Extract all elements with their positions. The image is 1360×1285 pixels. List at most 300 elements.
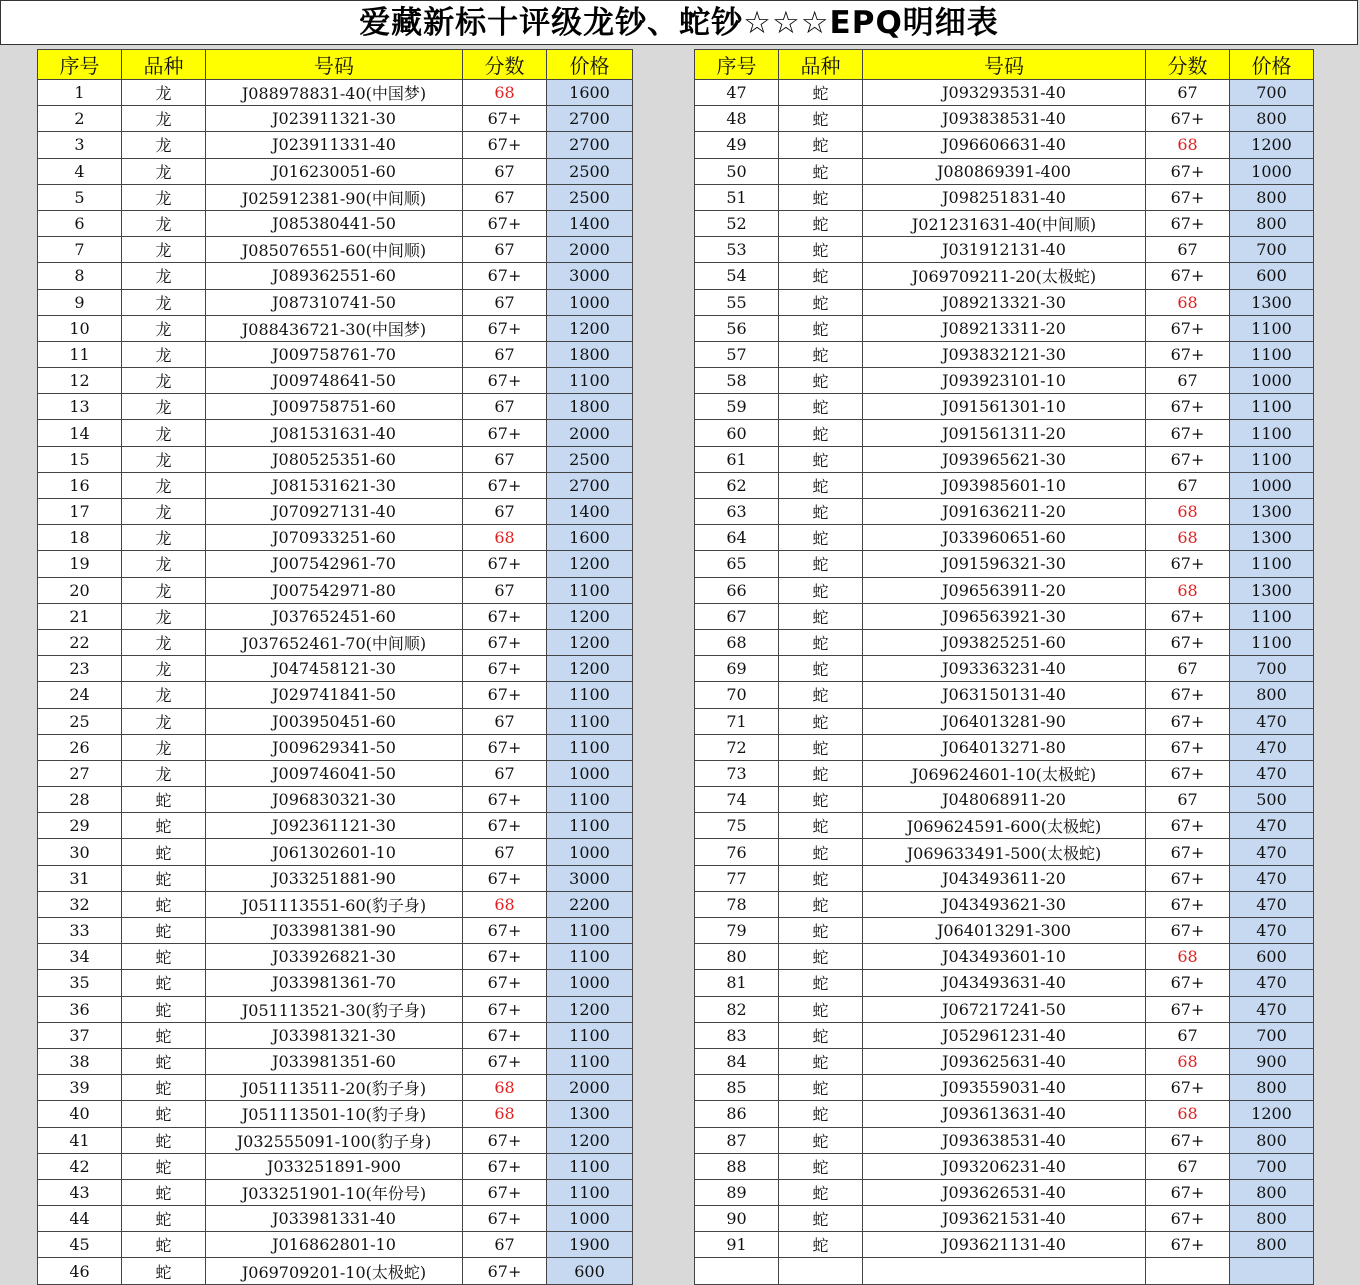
- seq-cell: 71: [695, 708, 779, 734]
- serial-cell: J081531631-40: [206, 420, 463, 446]
- serial-cell: J033926821-30: [206, 944, 463, 970]
- variety-cell: 蛇: [779, 315, 863, 341]
- variety-cell: 蛇: [122, 970, 206, 996]
- table-row: [38, 760, 633, 786]
- price-cell: 470: [1230, 734, 1314, 760]
- seq-cell: 65: [695, 551, 779, 577]
- seq-cell: 50: [695, 158, 779, 184]
- score-cell: 67+: [1146, 629, 1230, 655]
- variety-cell: 蛇: [779, 839, 863, 865]
- serial-cell: J051113521-30(豹子身): [206, 996, 463, 1022]
- variety-cell: 蛇: [779, 629, 863, 655]
- seq-cell: 78: [695, 891, 779, 917]
- table-row: [38, 315, 633, 341]
- variety-cell: 蛇: [122, 996, 206, 1022]
- table-row: [38, 629, 633, 655]
- table-row: [38, 368, 633, 394]
- table-row: [695, 289, 1314, 315]
- seq-cell: 46: [38, 1258, 122, 1284]
- seq-cell: 33: [38, 918, 122, 944]
- variety-cell: 蛇: [779, 865, 863, 891]
- table-row: [38, 1179, 633, 1205]
- variety-cell: 蛇: [122, 944, 206, 970]
- variety-cell: 蛇: [122, 787, 206, 813]
- score-cell: 67+: [1146, 996, 1230, 1022]
- price-cell: 2500: [547, 158, 633, 184]
- table-row: [38, 106, 633, 132]
- table-row: [695, 184, 1314, 210]
- table-row: [695, 918, 1314, 944]
- seq-cell: 16: [38, 472, 122, 498]
- seq-cell: 13: [38, 394, 122, 420]
- seq-cell: [695, 1258, 779, 1284]
- variety-cell: 蛇: [779, 577, 863, 603]
- score-cell: 68: [1146, 577, 1230, 603]
- variety-cell: 蛇: [122, 1101, 206, 1127]
- price-cell: 1300: [547, 1101, 633, 1127]
- score-cell: 68: [1146, 499, 1230, 525]
- price-cell: 1100: [547, 918, 633, 944]
- variety-cell: 蛇: [122, 1232, 206, 1258]
- variety-cell: 蛇: [779, 210, 863, 236]
- table-row: [695, 237, 1314, 263]
- score-cell: 67+: [463, 1206, 547, 1232]
- variety-cell: 龙: [122, 263, 206, 289]
- score-cell: 68: [463, 80, 547, 106]
- serial-cell: J088978831-40(中国梦): [206, 80, 463, 106]
- table-row: [38, 1153, 633, 1179]
- score-cell: 68: [463, 525, 547, 551]
- variety-cell: 蛇: [779, 891, 863, 917]
- seq-cell: 89: [695, 1179, 779, 1205]
- serial-cell: J043493621-30: [863, 891, 1146, 917]
- table-row: [695, 891, 1314, 917]
- score-cell: 67: [1146, 237, 1230, 263]
- serial-cell: J080869391-400: [863, 158, 1146, 184]
- seq-cell: 11: [38, 341, 122, 367]
- score-cell: 67+: [463, 787, 547, 813]
- serial-cell: J093613631-40: [863, 1101, 1146, 1127]
- price-cell: 1200: [547, 603, 633, 629]
- seq-cell: 91: [695, 1232, 779, 1258]
- price-cell: 1100: [1230, 446, 1314, 472]
- table-row: [38, 891, 633, 917]
- seq-cell: 58: [695, 368, 779, 394]
- score-cell: 67+: [1146, 891, 1230, 917]
- seq-cell: 3: [38, 132, 122, 158]
- seq-cell: 37: [38, 1022, 122, 1048]
- score-cell: 67+: [1146, 734, 1230, 760]
- seq-cell: 30: [38, 839, 122, 865]
- seq-cell: 40: [38, 1101, 122, 1127]
- table-row: [38, 656, 633, 682]
- serial-cell: J033981381-90: [206, 918, 463, 944]
- variety-cell: 龙: [122, 551, 206, 577]
- table-row: [38, 1232, 633, 1258]
- price-cell: [1230, 1258, 1314, 1284]
- score-cell: 67+: [1146, 918, 1230, 944]
- score-cell: 67+: [463, 629, 547, 655]
- serial-cell: J069624601-10(太极蛇): [863, 760, 1146, 786]
- header-seq: 序号: [695, 50, 779, 80]
- serial-cell: J009629341-50: [206, 734, 463, 760]
- price-cell: 1100: [547, 682, 633, 708]
- serial-cell: J087310741-50: [206, 289, 463, 315]
- serial-cell: J096563911-20: [863, 577, 1146, 603]
- table-row: [695, 499, 1314, 525]
- serial-cell: J069624591-600(太极蛇): [863, 813, 1146, 839]
- price-cell: 1000: [547, 839, 633, 865]
- price-cell: 1300: [1230, 499, 1314, 525]
- score-cell: 67: [463, 341, 547, 367]
- seq-cell: 41: [38, 1127, 122, 1153]
- score-cell: 67: [463, 394, 547, 420]
- table-row: [38, 80, 633, 106]
- score-cell: 67+: [1146, 184, 1230, 210]
- seq-cell: 5: [38, 184, 122, 210]
- header-price: 价格: [1230, 50, 1314, 80]
- score-cell: 67: [463, 760, 547, 786]
- serial-cell: J007542961-70: [206, 551, 463, 577]
- score-cell: 67: [463, 577, 547, 603]
- variety-cell: 龙: [122, 80, 206, 106]
- price-cell: 1100: [547, 734, 633, 760]
- table-row: [38, 1022, 633, 1048]
- variety-cell: 蛇: [779, 656, 863, 682]
- seq-cell: 45: [38, 1232, 122, 1258]
- table-row: [695, 760, 1314, 786]
- serial-cell: [863, 1258, 1146, 1284]
- price-cell: 2700: [547, 106, 633, 132]
- variety-cell: 蛇: [779, 106, 863, 132]
- seq-cell: 1: [38, 80, 122, 106]
- serial-cell: J037652451-60: [206, 603, 463, 629]
- variety-cell: 蛇: [122, 1022, 206, 1048]
- variety-cell: 蛇: [779, 499, 863, 525]
- table-row: [38, 996, 633, 1022]
- seq-cell: 47: [695, 80, 779, 106]
- table-row: [695, 525, 1314, 551]
- score-cell: 67: [463, 237, 547, 263]
- serial-cell: J088436721-30(中国梦): [206, 315, 463, 341]
- variety-cell: 蛇: [779, 1075, 863, 1101]
- variety-cell: 蛇: [779, 289, 863, 315]
- seq-cell: 38: [38, 1048, 122, 1074]
- seq-cell: 34: [38, 944, 122, 970]
- seq-cell: 52: [695, 210, 779, 236]
- header-score: 分数: [463, 50, 547, 80]
- variety-cell: 蛇: [779, 158, 863, 184]
- variety-cell: 蛇: [122, 1206, 206, 1232]
- variety-cell: 龙: [122, 420, 206, 446]
- table-row: [695, 132, 1314, 158]
- score-cell: 67: [1146, 368, 1230, 394]
- score-cell: 67+: [1146, 813, 1230, 839]
- score-cell: 68: [463, 1075, 547, 1101]
- variety-cell: 龙: [122, 368, 206, 394]
- variety-cell: 蛇: [779, 760, 863, 786]
- price-cell: 2000: [547, 237, 633, 263]
- seq-cell: 74: [695, 787, 779, 813]
- table-row: [695, 1127, 1314, 1153]
- serial-cell: J021231631-40(中间顺): [863, 210, 1146, 236]
- price-cell: 2200: [547, 891, 633, 917]
- serial-cell: J064013281-90: [863, 708, 1146, 734]
- score-cell: 68: [463, 1101, 547, 1127]
- price-cell: 3000: [547, 263, 633, 289]
- serial-cell: J093293531-40: [863, 80, 1146, 106]
- seq-cell: 68: [695, 629, 779, 655]
- seq-cell: 54: [695, 263, 779, 289]
- price-cell: 700: [1230, 656, 1314, 682]
- seq-cell: 4: [38, 158, 122, 184]
- score-cell: 67+: [463, 813, 547, 839]
- serial-cell: J093625631-40: [863, 1048, 1146, 1074]
- table-row: [38, 446, 633, 472]
- serial-cell: J033981331-40: [206, 1206, 463, 1232]
- price-cell: 1300: [1230, 525, 1314, 551]
- serial-cell: J016862801-10: [206, 1232, 463, 1258]
- serial-cell: J096606631-40: [863, 132, 1146, 158]
- score-cell: 67: [463, 708, 547, 734]
- table-row: [38, 237, 633, 263]
- serial-cell: J069633491-500(太极蛇): [863, 839, 1146, 865]
- serial-cell: J093965621-30: [863, 446, 1146, 472]
- variety-cell: 蛇: [779, 1153, 863, 1179]
- score-cell: 67+: [463, 132, 547, 158]
- price-cell: 1000: [547, 760, 633, 786]
- price-cell: 800: [1230, 184, 1314, 210]
- score-cell: 67+: [463, 918, 547, 944]
- table-row: [695, 315, 1314, 341]
- serial-cell: J052961231-40: [863, 1022, 1146, 1048]
- score-cell: 67+: [463, 682, 547, 708]
- price-cell: 800: [1230, 682, 1314, 708]
- serial-cell: J033981361-70: [206, 970, 463, 996]
- price-cell: 1000: [1230, 158, 1314, 184]
- variety-cell: 蛇: [779, 1101, 863, 1127]
- seq-cell: 14: [38, 420, 122, 446]
- serial-cell: J003950451-60: [206, 708, 463, 734]
- score-cell: 67+: [463, 263, 547, 289]
- score-cell: 68: [1146, 525, 1230, 551]
- serial-cell: J043493611-20: [863, 865, 1146, 891]
- score-cell: 68: [1146, 289, 1230, 315]
- price-cell: 1200: [1230, 132, 1314, 158]
- score-cell: 67+: [1146, 839, 1230, 865]
- variety-cell: 蛇: [779, 525, 863, 551]
- variety-cell: 蛇: [779, 263, 863, 289]
- seq-cell: 76: [695, 839, 779, 865]
- price-cell: 700: [1230, 80, 1314, 106]
- table-row: [38, 603, 633, 629]
- price-cell: 500: [1230, 787, 1314, 813]
- price-cell: 470: [1230, 891, 1314, 917]
- score-cell: 67+: [463, 551, 547, 577]
- serial-cell: J098251831-40: [863, 184, 1146, 210]
- serial-cell: J016230051-60: [206, 158, 463, 184]
- seq-cell: 44: [38, 1206, 122, 1232]
- price-cell: 800: [1230, 1232, 1314, 1258]
- serial-cell: J069709201-10(太极蛇): [206, 1258, 463, 1284]
- table-row: [38, 1075, 633, 1101]
- seq-cell: 66: [695, 577, 779, 603]
- seq-cell: 70: [695, 682, 779, 708]
- score-cell: 67+: [463, 368, 547, 394]
- variety-cell: 蛇: [122, 839, 206, 865]
- score-cell: 67+: [463, 1179, 547, 1205]
- seq-cell: 8: [38, 263, 122, 289]
- table-row: [38, 918, 633, 944]
- right-table: [694, 49, 1314, 1285]
- table-row: [695, 394, 1314, 420]
- score-cell: 68: [1146, 944, 1230, 970]
- price-cell: 800: [1230, 210, 1314, 236]
- score-cell: 67+: [1146, 708, 1230, 734]
- serial-cell: J096563921-30: [863, 603, 1146, 629]
- header-serial: 号码: [863, 50, 1146, 80]
- price-cell: 1900: [547, 1232, 633, 1258]
- seq-cell: 12: [38, 368, 122, 394]
- price-cell: 1000: [547, 970, 633, 996]
- serial-cell: J081531621-30: [206, 472, 463, 498]
- variety-cell: 龙: [122, 446, 206, 472]
- serial-cell: J051113501-10(豹子身): [206, 1101, 463, 1127]
- serial-cell: J007542971-80: [206, 577, 463, 603]
- serial-cell: J033960651-60: [863, 525, 1146, 551]
- score-cell: 67+: [463, 106, 547, 132]
- price-cell: 1100: [547, 368, 633, 394]
- variety-cell: 蛇: [122, 813, 206, 839]
- table-row: [695, 420, 1314, 446]
- price-cell: 800: [1230, 1127, 1314, 1153]
- seq-cell: 85: [695, 1075, 779, 1101]
- variety-cell: 龙: [122, 708, 206, 734]
- seq-cell: 83: [695, 1022, 779, 1048]
- seq-cell: 17: [38, 499, 122, 525]
- header-score: 分数: [1146, 50, 1230, 80]
- score-cell: 68: [463, 891, 547, 917]
- serial-cell: J093825251-60: [863, 629, 1146, 655]
- price-cell: 600: [1230, 944, 1314, 970]
- table-row: [695, 865, 1314, 891]
- seq-cell: 26: [38, 734, 122, 760]
- table-row: [38, 210, 633, 236]
- price-cell: 470: [1230, 865, 1314, 891]
- variety-cell: 蛇: [779, 1048, 863, 1074]
- table-row: [38, 865, 633, 891]
- table-row: [38, 708, 633, 734]
- table-row: [38, 341, 633, 367]
- score-cell: 67+: [1146, 1127, 1230, 1153]
- score-cell: 67+: [463, 734, 547, 760]
- serial-cell: J009758751-60: [206, 394, 463, 420]
- variety-cell: 蛇: [122, 1153, 206, 1179]
- price-cell: 470: [1230, 813, 1314, 839]
- score-cell: 67+: [463, 865, 547, 891]
- score-cell: 67: [463, 289, 547, 315]
- price-cell: 1100: [547, 1048, 633, 1074]
- score-cell: 67+: [1146, 551, 1230, 577]
- variety-cell: 龙: [122, 734, 206, 760]
- serial-cell: J085076551-60(中间顺): [206, 237, 463, 263]
- variety-cell: 龙: [122, 472, 206, 498]
- seq-cell: 39: [38, 1075, 122, 1101]
- table-row: [695, 682, 1314, 708]
- seq-cell: 21: [38, 603, 122, 629]
- score-cell: 67+: [463, 996, 547, 1022]
- variety-cell: 蛇: [779, 80, 863, 106]
- score-cell: 67+: [463, 1127, 547, 1153]
- seq-cell: 84: [695, 1048, 779, 1074]
- score-cell: 67+: [463, 420, 547, 446]
- serial-cell: J070927131-40: [206, 499, 463, 525]
- variety-cell: 蛇: [779, 341, 863, 367]
- table-row: [695, 446, 1314, 472]
- score-cell: 67+: [1146, 341, 1230, 367]
- variety-cell: 蛇: [779, 1179, 863, 1205]
- seq-cell: 61: [695, 446, 779, 472]
- price-cell: 1100: [547, 813, 633, 839]
- price-cell: 600: [1230, 263, 1314, 289]
- seq-cell: 19: [38, 551, 122, 577]
- score-cell: 67+: [1146, 760, 1230, 786]
- table-row: [38, 551, 633, 577]
- serial-cell: J080525351-60: [206, 446, 463, 472]
- serial-cell: J032555091-100(豹子身): [206, 1127, 463, 1153]
- score-cell: [1146, 1258, 1230, 1284]
- variety-cell: 蛇: [779, 1232, 863, 1258]
- seq-cell: 43: [38, 1179, 122, 1205]
- variety-cell: 龙: [122, 315, 206, 341]
- variety-cell: 龙: [122, 629, 206, 655]
- variety-cell: 蛇: [779, 184, 863, 210]
- score-cell: 67+: [1146, 682, 1230, 708]
- seq-cell: 29: [38, 813, 122, 839]
- variety-cell: 蛇: [779, 970, 863, 996]
- seq-cell: 79: [695, 918, 779, 944]
- table-row: [38, 158, 633, 184]
- score-cell: 67+: [1146, 1206, 1230, 1232]
- variety-cell: 龙: [122, 603, 206, 629]
- price-cell: 2000: [547, 420, 633, 446]
- price-cell: 1000: [547, 289, 633, 315]
- seq-cell: 18: [38, 525, 122, 551]
- score-cell: 67+: [1146, 1232, 1230, 1258]
- variety-cell: 蛇: [779, 918, 863, 944]
- score-cell: 67+: [463, 970, 547, 996]
- score-cell: 67: [463, 1232, 547, 1258]
- serial-cell: J096830321-30: [206, 787, 463, 813]
- serial-cell: J093621131-40: [863, 1232, 1146, 1258]
- price-cell: 2700: [547, 132, 633, 158]
- table-row: [38, 682, 633, 708]
- table-row: [695, 1258, 1314, 1284]
- score-cell: 67: [463, 839, 547, 865]
- variety-cell: 龙: [122, 760, 206, 786]
- score-cell: 67+: [1146, 446, 1230, 472]
- seq-cell: 72: [695, 734, 779, 760]
- seq-cell: 90: [695, 1206, 779, 1232]
- table-row: [695, 839, 1314, 865]
- serial-cell: J093626531-40: [863, 1179, 1146, 1205]
- header-price: 价格: [547, 50, 633, 80]
- score-cell: 67: [1146, 787, 1230, 813]
- variety-cell: 蛇: [122, 918, 206, 944]
- table-row: [38, 813, 633, 839]
- serial-cell: J031912131-40: [863, 237, 1146, 263]
- price-cell: 1000: [1230, 472, 1314, 498]
